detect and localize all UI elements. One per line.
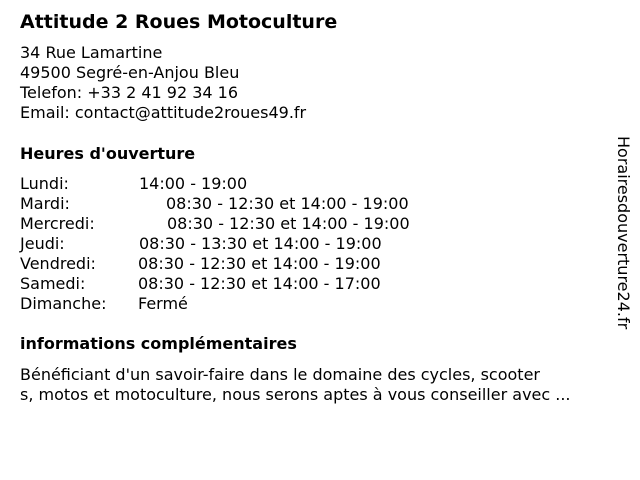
day-hours: 08:30 - 12:30 et 14:00 - 19:00 — [138, 254, 381, 273]
day-label: Vendredi: — [20, 254, 96, 273]
additional-info-text — [20, 365, 620, 405]
day-hours: 08:30 - 12:30 et 14:00 - 19:00 — [167, 214, 410, 233]
contact-block — [20, 43, 306, 123]
email-address[interactable]: Email: contact@attitude2roues49.fr — [20, 103, 307, 122]
day-hours: 08:30 - 13:30 et 14:00 - 19:00 — [139, 234, 382, 253]
additional-info-heading: informations complémentaires — [20, 334, 297, 353]
info-line: s, motos et motoculture, nous serons aptes à vous conseiller avec ... — [20, 385, 571, 404]
day-label: Mardi: — [20, 194, 70, 213]
address-street: 34 Rue Lamartine — [20, 43, 163, 62]
day-label: Mercredi: — [20, 214, 95, 233]
business-name: Attitude 2 Roues Motoculture — [20, 11, 338, 33]
opening-hours-heading: Heures d'ouverture — [20, 144, 196, 163]
address-city: 49500 Segré-en-Anjou Bleu — [20, 63, 240, 82]
day-label: Dimanche: — [20, 294, 107, 313]
day-label: Samedi: — [20, 274, 86, 293]
day-label: Jeudi: — [20, 234, 65, 253]
info-line: Bénéficiant d'un savoir-faire dans le domaine des cycles, scooter — [20, 365, 540, 384]
day-label: Lundi: — [20, 174, 69, 193]
day-hours: 08:30 - 12:30 et 14:00 - 19:00 — [166, 194, 409, 213]
day-hours: 08:30 - 12:30 et 14:00 - 17:00 — [138, 274, 381, 293]
site-brand-vertical[interactable]: Horairesdouverture24.fr — [614, 136, 633, 330]
day-hours: Fermé — [138, 294, 188, 313]
phone-number[interactable]: Telefon: +33 2 41 92 34 16 — [20, 83, 239, 102]
day-hours: 14:00 - 19:00 — [139, 174, 248, 193]
